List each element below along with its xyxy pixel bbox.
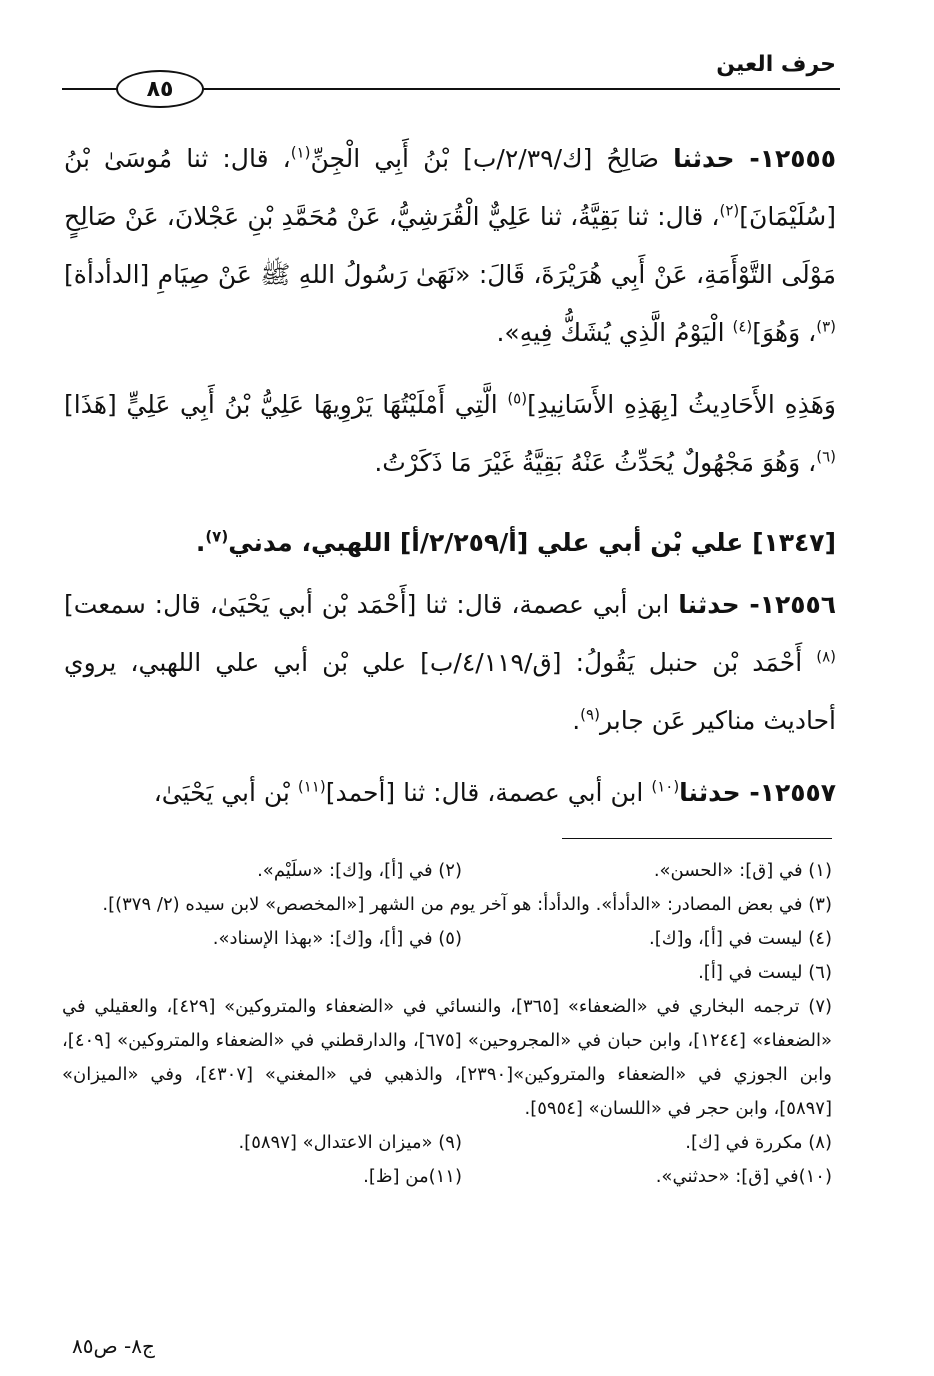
footnote-divider <box>562 838 832 839</box>
footnote-9: (٩) «ميزان الاعتدال» [٥٨٩٧]. <box>238 1132 462 1153</box>
text-segment: صَالِحُ [ك/٢/٣٩/ب] بْنُ أَبِي الْجِنِّ <box>310 144 674 173</box>
hadith-12556 <box>64 576 836 750</box>
footnote-row <box>62 854 832 888</box>
footnote-10: (١٠)في [ق]: «حدثني». <box>655 1166 832 1187</box>
footnote-ref: (١١) <box>297 777 326 796</box>
footnote-ref: (٨) <box>816 647 836 666</box>
text-segment: ، قال: ثنا مُوسَىٰ بْنُ [سُلَيْمَانَ] <box>64 144 836 231</box>
footnote-ref: (٦) <box>816 447 836 466</box>
hadith-12557 <box>64 764 836 822</box>
text-segment: بْن أبي يَحْيَىٰ، <box>153 778 298 807</box>
footnote-ref: (٢) <box>719 201 740 220</box>
footnote-ref: (٩) <box>580 705 600 724</box>
text-segment: ، قال: ثنا بَقِيَّةُ، ثنا عَلِيٌّ الْقُرَشِيُّ، عَنْ مُحَمَّدِ بْنِ عَجْلانَ، عَنْ صَالِحٍ مَوْلَى التَّوْأَمَةِ، عَنْ أَبِي هُرَيْرَةَ، قَالَ: «نَهَىٰ رَسُولُ اللهِ ﷺ عَنْ صِيَامِ [الدأدأة] <box>64 202 836 289</box>
volume-page-reference: ج٨- ص٨٥ <box>72 1334 155 1358</box>
footnote-2: (٢) في [أ]، و[ك]: «سلَيْم». <box>257 860 462 881</box>
text-segment: . <box>195 528 206 557</box>
hadith-number: ١٢٥٥٥- حدثنا <box>673 144 837 173</box>
page-number: ٨٥ <box>116 70 204 108</box>
footnote-3: (٣) في بعض المصادر: «الدأدأ». والدأدأ: هو آخر يوم من الشهر [«المخصص» لابن سيده (٢/ ٣٧٩)]. <box>102 894 832 915</box>
text-segment: وَهَذِهِ الأَحَادِيثُ [بِهَذِهِ الأَسَانِيدِ] <box>527 390 836 419</box>
footnote-row <box>62 1126 832 1160</box>
section-title: حرف العين <box>716 52 836 77</box>
footnote-4: (٤) ليست في [أ]، و[ك]. <box>648 928 832 949</box>
text-segment: ابن أبي عصمة، قال: ثنا [أحمد] <box>325 778 652 807</box>
footnote-5: (٥) في [أ]، و[ك]: «بهذا الإسناد». <box>212 928 462 949</box>
narrator-title: [١٣٤٧] علي بْن أبي علي [أ/٢/٢٥٩/أ] اللهبي، مدني <box>228 528 836 557</box>
footnote-6: (٦) ليست في [أ]. <box>698 962 832 983</box>
hadith-number: ١٢٥٥٧- حدثنا <box>679 778 836 807</box>
footnote-ref: (٤) <box>732 317 753 336</box>
footnote-row <box>62 922 832 956</box>
footnote-1: (١) في [ق]: «الحسن». <box>653 860 832 881</box>
hadith-number: ١٢٥٥٦- حدثنا <box>678 590 836 619</box>
narrator-heading <box>64 514 836 572</box>
hadith-12555 <box>64 130 836 362</box>
text-segment: ، وَهُوَ] <box>752 318 817 347</box>
footnote-ref: (٣) <box>816 317 836 336</box>
footnote-8: (٨) مكررة في [ك]. <box>685 1132 832 1153</box>
footnotes <box>62 854 832 1194</box>
text-segment: . <box>572 706 581 735</box>
text-segment: الَّتِي أَمْلَيْتُهَا يَرْوِيهَا عَلِيُّ بْنُ أَبِي عَلِيٍّ [هَذَا] <box>64 390 508 419</box>
footnote-ref: (٧) <box>205 527 229 546</box>
main-text <box>64 130 836 822</box>
footnote-ref: (١) <box>290 143 311 162</box>
footnote-11: (١١)من [ظ]. <box>363 1166 462 1187</box>
text-segment: ابن أبي عصمة، قال: ثنا [أَحْمَد بْن أبي يَحْيَىٰ، قال: سمعت] <box>64 590 679 619</box>
footnote-ref: (١٠) <box>651 777 680 796</box>
footnote-7: (٧) ترجمه البخاري في «الضعفاء» [٣٦٥]، والنسائي في «الضعفاء والمتروكين» [٤٢٩]، والعقيلي في «الضعفاء» [١٢٤٤]، وابن حبان في «المجروحين» [٦٧٥]، والدارقطني في «الضعفاء والمتروكين» [٤٠٩]، وابن الجوزي في «الضعفاء والمتروكين»[٢٣٩٠]، والذهبي في «المغني» [٤٣٠٧]، وفي «الميزان» [٥٨٩٧]، وابن حجر في «اللسان» [٥٩٥٤]. <box>62 996 833 1119</box>
author-comment <box>64 376 836 492</box>
text-segment: ، وَهُوَ مَجْهُولٌ يُحَدِّثُ عَنْهُ بَقِيَّةُ غَيْرَ مَا ذَكَرْتُ. <box>374 448 817 477</box>
footnote-row <box>62 1160 832 1194</box>
text-segment: أَحْمَد بْن حنبل يَقُولُ: [ق/٤/١١٩/ب] علي بْن أبي علي اللهبي، يروي أحاديث مناكير عَن جابر <box>64 648 836 735</box>
footnote-ref: (٥) <box>507 389 528 408</box>
text-segment: الْيَوْمُ الَّذِي يُشَكُّ فِيهِ». <box>496 318 733 347</box>
